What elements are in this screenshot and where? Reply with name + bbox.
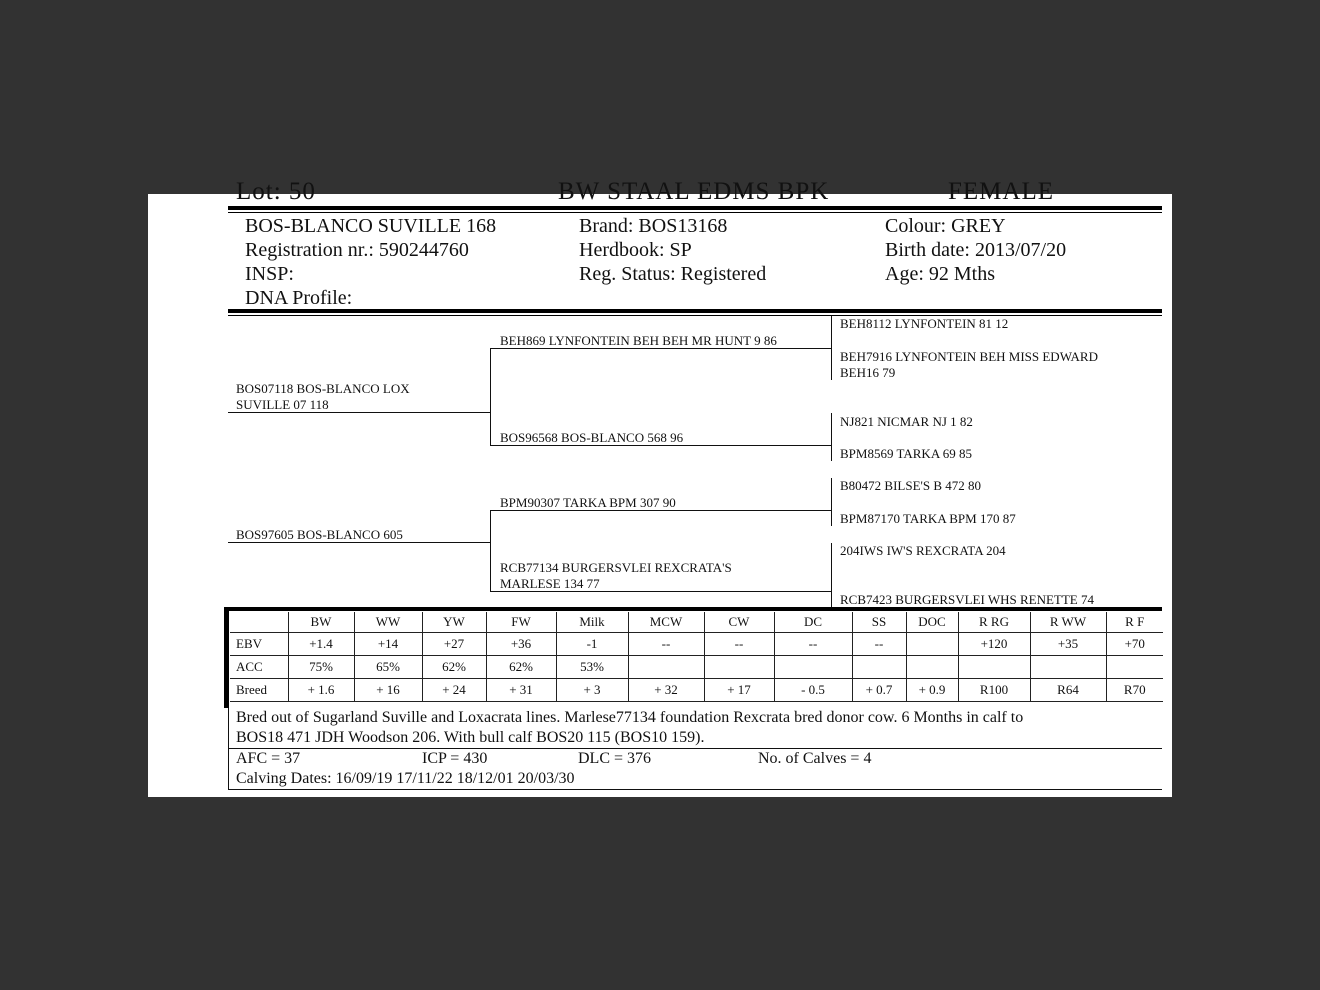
table-cell: 53% [556, 656, 628, 679]
table-cell: + 0.7 [852, 679, 906, 702]
header-cell: R F [1106, 612, 1163, 633]
reg-status: Reg. Status: Registered [579, 263, 767, 285]
header-cell: R RG [958, 612, 1030, 633]
header-cell [230, 612, 288, 633]
table-cell [774, 656, 852, 679]
afc-value: AFC = 37 [236, 750, 301, 767]
dam-dam-line1: RCB77134 BURGERSVLEI REXCRATA'S [500, 560, 732, 575]
ggp-6: BPM87170 TARKA BPM 170 87 [840, 511, 1016, 526]
ggp-2-line1: BEH7916 LYNFONTEIN BEH MISS EDWARD [840, 349, 1098, 364]
table-cell: -- [704, 633, 774, 656]
table-cell: +35 [1030, 633, 1106, 656]
header-rule [228, 309, 1162, 313]
top-rule-thin [228, 212, 1162, 213]
dam-line [228, 542, 490, 543]
header-cell: CW [704, 612, 774, 633]
ggp-5: B80472 BILSE'S B 472 80 [840, 478, 982, 493]
top-rule [228, 206, 1162, 210]
header-cell: BW [288, 612, 354, 633]
performance-row-acc [230, 656, 1163, 679]
table-cell: 62% [486, 656, 556, 679]
comments-line1: Bred out of Sugarland Suville and Loxacrata lines. Marlese77134 foundation Rexcrata bred donor cow. 6 Months in calf to [236, 709, 1024, 726]
ggp-bracket-1 [831, 316, 832, 380]
catalogue-page [148, 178, 1172, 797]
dam-sire-name: BPM90307 TARKA BPM 307 90 [500, 495, 676, 510]
header-cell: SS [852, 612, 906, 633]
ggp-8: RCB7423 BURGERSVLEI WHS RENETTE 74 [840, 592, 1094, 607]
sire-sire-name: BEH869 LYNFONTEIN BEH BEH MR HUNT 9 86 [500, 333, 777, 348]
table-cell: + 16 [354, 679, 422, 702]
dlc-value: DLC = 376 [578, 750, 652, 767]
table-cell: -- [774, 633, 852, 656]
icp-value: ICP = 430 [422, 750, 488, 767]
ggp-3: NJ821 NICMAR NJ 1 82 [840, 414, 973, 429]
table-cell [906, 633, 958, 656]
header-cell: DC [774, 612, 852, 633]
table-cell: +70 [1106, 633, 1163, 656]
table-cell: R100 [958, 679, 1030, 702]
table-cell: +36 [486, 633, 556, 656]
colour: Colour: GREY [885, 215, 1006, 237]
ggp-2-line2: BEH16 79 [840, 365, 896, 380]
dam-name: BOS97605 BOS-BLANCO 605 [236, 527, 403, 542]
row-label: ACC [230, 656, 288, 679]
performance-row-ebv [230, 633, 1163, 656]
insp-label: INSP: [245, 263, 294, 285]
sire-bracket [490, 348, 491, 445]
table-cell: 75% [288, 656, 354, 679]
header-cell: MCW [628, 612, 704, 633]
dam-dam-line2: MARLESE 134 77 [500, 576, 600, 591]
performance-row-breed [230, 679, 1163, 702]
table-cell: 62% [422, 656, 486, 679]
header-rule-thin [228, 315, 1162, 316]
animal-name: BOS-BLANCO SUVILLE 168 [245, 215, 497, 237]
performance-table [230, 612, 1163, 702]
table-cell: R64 [1030, 679, 1106, 702]
table-cell: + 3 [556, 679, 628, 702]
comments-line2: BOS18 471 JDH Woodson 206. With bull calf BOS20 115 (BOS10 159). [236, 729, 705, 746]
header-cell: Milk [556, 612, 628, 633]
table-cell: R70 [1106, 679, 1163, 702]
lower-block-left-rule [228, 708, 229, 789]
ggp-7: 204IWS IW'S REXCRATA 204 [840, 543, 1006, 558]
table-cell: -- [628, 633, 704, 656]
ggp-1: BEH8112 LYNFONTEIN 81 12 [840, 316, 1009, 331]
table-cell [958, 656, 1030, 679]
performance-rule [224, 607, 1162, 611]
row-label: EBV [230, 633, 288, 656]
header-cell: YW [422, 612, 486, 633]
age: Age: 92 Mths [885, 263, 995, 285]
table-cell: + 32 [628, 679, 704, 702]
header-cell: DOC [906, 612, 958, 633]
ggp-bracket-3 [831, 478, 832, 526]
dam-bracket [490, 510, 491, 591]
table-cell: + 17 [704, 679, 774, 702]
sire-name-line2: SUVILLE 07 118 [236, 397, 329, 412]
table-cell: +27 [422, 633, 486, 656]
herdbook: Herdbook: SP [579, 239, 692, 261]
birth-date: Birth date: 2013/07/20 [885, 239, 1067, 261]
calving-dates: Calving Dates: 16/09/19 17/11/22 18/12/01 20/03/30 [236, 770, 575, 787]
header-cell: FW [486, 612, 556, 633]
sire-dam-line [490, 445, 831, 446]
table-cell [1030, 656, 1106, 679]
ggp-bracket-4 [831, 543, 832, 607]
table-cell: + 1.6 [288, 679, 354, 702]
table-cell: + 24 [422, 679, 486, 702]
number-of-calves: No. of Calves = 4 [758, 750, 872, 767]
table-cell [1106, 656, 1163, 679]
performance-left-bar [224, 607, 229, 708]
table-cell: + 31 [486, 679, 556, 702]
performance-header-row [230, 612, 1163, 633]
table-cell: +120 [958, 633, 1030, 656]
ggp-4: BPM8569 TARKA 69 85 [840, 446, 972, 461]
table-cell: - 0.5 [774, 679, 852, 702]
breeder-name: BW STAAL EDMS BPK [558, 178, 830, 205]
sire-sire-line [490, 348, 831, 349]
dna-profile-label: DNA Profile: [245, 287, 353, 309]
bottom-rule [228, 789, 1162, 790]
sire-name-line1: BOS07118 BOS-BLANCO LOX [236, 381, 410, 396]
table-cell: +1.4 [288, 633, 354, 656]
brand: Brand: BOS13168 [579, 215, 728, 237]
sire-dam-name: BOS96568 BOS-BLANCO 568 96 [500, 430, 684, 445]
comments-rule [228, 748, 1162, 749]
table-cell: +14 [354, 633, 422, 656]
lot-number: Lot: 50 [236, 178, 316, 205]
row-label: Breed [230, 679, 288, 702]
ggp-bracket-2 [831, 413, 832, 461]
registration-number: Registration nr.: 590244760 [245, 239, 469, 261]
table-cell [704, 656, 774, 679]
header-cell: R WW [1030, 612, 1106, 633]
table-cell: 65% [354, 656, 422, 679]
table-cell [852, 656, 906, 679]
table-cell: + 0.9 [906, 679, 958, 702]
table-cell [906, 656, 958, 679]
dam-sire-line [490, 510, 831, 511]
sex-label: FEMALE [948, 178, 1054, 205]
table-cell: -- [852, 633, 906, 656]
header-cell: WW [354, 612, 422, 633]
table-cell: -1 [556, 633, 628, 656]
table-cell [628, 656, 704, 679]
sire-line [228, 412, 490, 413]
dam-dam-line [490, 591, 831, 592]
